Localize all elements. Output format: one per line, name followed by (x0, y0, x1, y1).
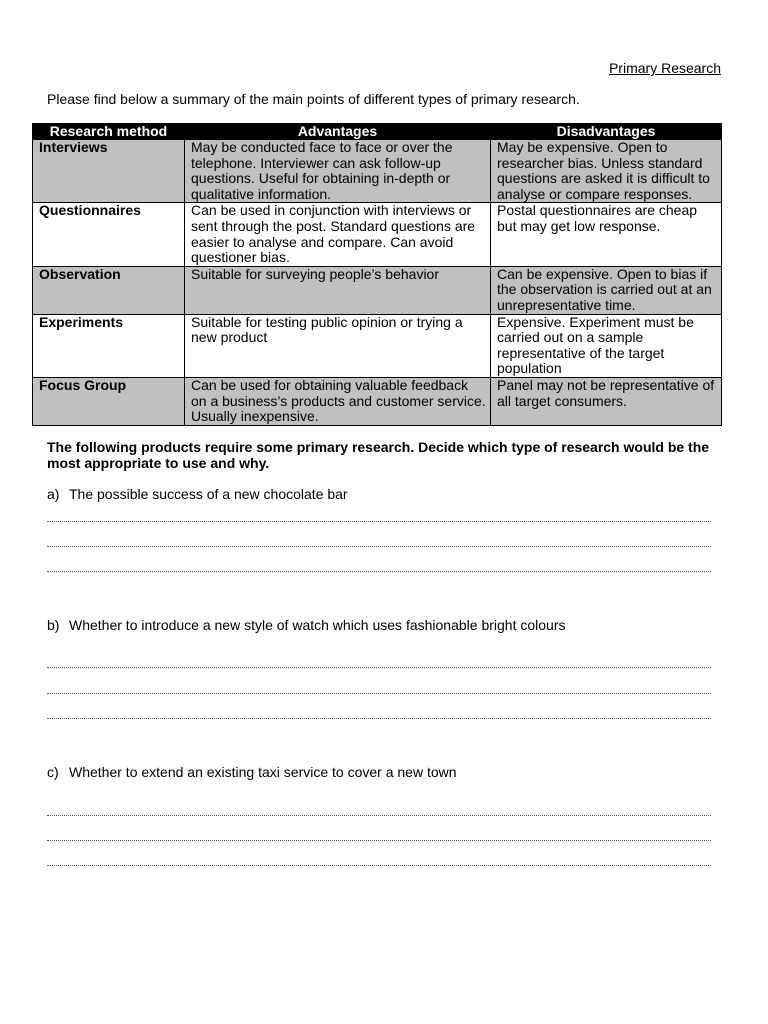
advantages-cell: May be conducted face to face or over the telephone. Interviewer can ask follow-up questions. Useful for obtaining in-depth or qualitative information. (185, 140, 491, 203)
disadvantages-cell: May be expensive. Open to researcher bias. Unless standard questions are asked it is difficult to analyse or compare responses. (491, 140, 722, 203)
question-text: Whether to extend an existing taxi service to cover a new town (69, 764, 457, 780)
method-cell: Interviews (33, 140, 185, 203)
table-row (33, 140, 722, 203)
question-text: Whether to introduce a new style of watch which uses fashionable bright colours (69, 617, 566, 633)
answer-line[interactable] (47, 546, 711, 547)
header-advantages: Advantages (185, 124, 491, 140)
answer-line[interactable] (47, 718, 711, 719)
table-row (33, 377, 722, 425)
answer-line[interactable] (47, 571, 711, 572)
task-instruction: The following products require some primary research. Decide which type of research would be the most appropriate to use and why. (47, 439, 710, 471)
question-c (47, 764, 457, 780)
table-row (33, 266, 722, 314)
question-letter: a) (47, 486, 60, 502)
method-cell: Focus Group (33, 377, 185, 425)
header-research-method: Research method (33, 124, 185, 140)
disadvantages-cell: Expensive. Experiment must be carried out on a sample representative of the target population (491, 314, 722, 377)
method-cell: Questionnaires (33, 203, 185, 266)
answer-line[interactable] (47, 693, 711, 694)
advantages-cell: Suitable for surveying people’s behavior (185, 266, 491, 314)
table-row (33, 203, 722, 266)
advantages-cell: Suitable for testing public opinion or trying a new product (185, 314, 491, 377)
answer-line[interactable] (47, 521, 711, 522)
disadvantages-cell: Postal questionnaires are cheap but may get low response. (491, 203, 722, 266)
answer-line[interactable] (47, 840, 711, 841)
answer-line[interactable] (47, 667, 711, 668)
question-letter: b) (47, 617, 60, 633)
advantages-cell: Can be used for obtaining valuable feedback on a business’s products and customer service. Usually inexpensive. (185, 377, 491, 425)
advantages-cell: Can be used in conjunction with interviews or sent through the post. Standard questions are easier to analyse and compare. Can avoid questioner bias. (185, 203, 491, 266)
question-text: The possible success of a new chocolate bar (69, 486, 348, 502)
header-disadvantages: Disadvantages (491, 124, 722, 140)
answer-line[interactable] (47, 815, 711, 816)
table-header-row (33, 124, 722, 140)
intro-text: Please find below a summary of the main points of different types of primary research. (47, 91, 580, 107)
disadvantages-cell: Can be expensive. Open to bias if the observation is carried out at an unrepresentative time. (491, 266, 722, 314)
disadvantages-cell: Panel may not be representative of all target consumers. (491, 377, 722, 425)
question-b (47, 617, 566, 633)
page-title: Primary Research (608, 60, 721, 76)
method-cell: Observation (33, 266, 185, 314)
method-cell: Experiments (33, 314, 185, 377)
table-row (33, 314, 722, 377)
answer-line[interactable] (47, 865, 711, 866)
question-letter: c) (47, 764, 59, 780)
question-a (47, 486, 348, 502)
research-methods-table (32, 123, 722, 426)
